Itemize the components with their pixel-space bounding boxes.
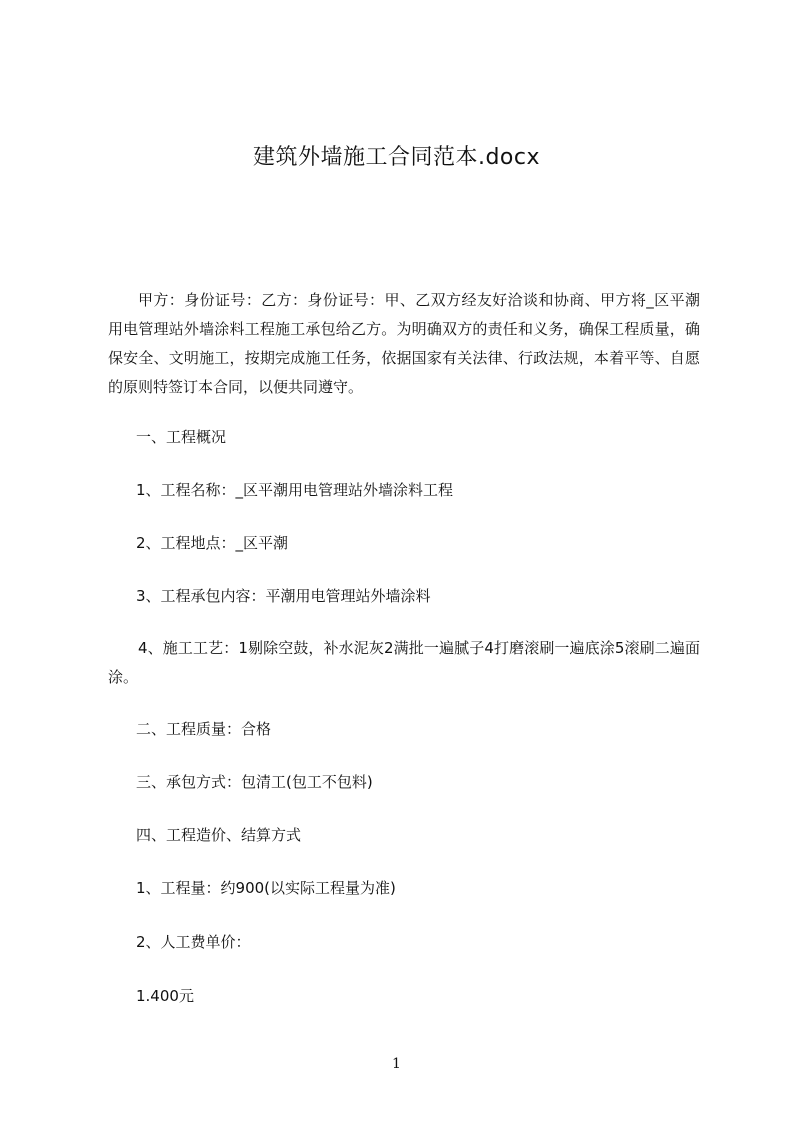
intro-paragraph: 甲方：身份证号：乙方：身份证号：甲、乙双方经友好洽谈和协商、甲方将_区平潮用电管理站外墙涂料工程施工承包给乙方。为明确双方的责任和义务，确保工程质量，确保安全、文明施工，按期完成施工任务，依据国家有关法律、行政法规，本着平等、自愿的原则特签订本合同，以便共同遵守。	[108, 291, 700, 396]
document-title: 建筑外墙施工合同范本.docx	[252, 145, 541, 170]
project-name-line: 1、工程名称：_区平潮用电管理站外墙涂料工程	[136, 481, 454, 499]
project-location-line: 2、工程地点：_区平潮	[136, 534, 289, 552]
project-scope-line: 3、工程承包内容：平潮用电管理站外墙涂料	[136, 587, 431, 605]
work-quantity-line: 1、工程量：约900(以实际工程量为准)	[136, 879, 396, 897]
labor-unit-price-line: 2、人工费单价：	[136, 933, 251, 951]
section-3-heading: 三、承包方式：包清工(包工不包料)	[136, 773, 373, 791]
labor-unit-price-value: 1.400元	[136, 987, 194, 1005]
construction-process-paragraph: 4、施工工艺：1剔除空鼓，补水泥灰2满批一遍腻子4打磨滚刷一遍底涂5滚刷二遍面涂。	[108, 639, 700, 686]
section-4-heading: 四、工程造价、结算方式	[136, 826, 302, 844]
page-number: 1	[392, 1056, 401, 1072]
section-1-heading: 一、工程概况	[136, 428, 227, 446]
section-2-heading: 二、工程质量：合格	[136, 720, 272, 738]
